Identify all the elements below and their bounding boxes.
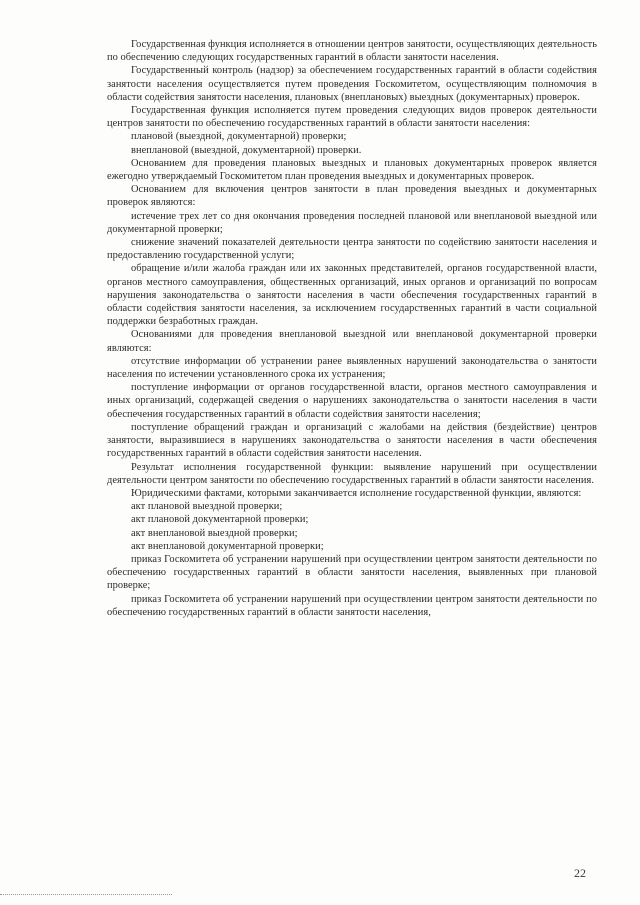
list-item: истечение трех лет со дня окончания проведения последней плановой или внеплановой выездной или документарной проверки; [107,210,597,235]
paragraph: Основанием для включения центров занятости в план проведения выездных и документарных проверок являются: [107,184,597,209]
page-number: 22 [574,866,586,880]
footer-divider [0,894,172,895]
list-item: акт плановой документарной проверки; [131,514,309,526]
list-item: снижение значений показателей деятельности центра занятости по содействию занятости населения и предоставлению государственной услуги; [107,237,597,262]
list-item: приказ Госкомитета об устранении нарушений при осуществлении центром занятости деятельности по обеспечению государственных гарантий в области занятости населения, выявленных при плановой проверке; [107,553,597,592]
list-item: обращение и/или жалоба граждан или их законных представителей, органов государственной власти, органов местного самоуправления, общественных организаций, иных органов и организаций по вопросам нарушения законодательства о занятости населения в части обеспечения государственных гарантий в области содействия занятости населения, за исключением государственных гарантий в части социальной поддержки безработных граждан. [107,263,597,328]
paragraph: Государственная функция исполняется в отношении центров занятости, осуществляющих деятельность по обеспечению следующих государственных гарантий в области занятости населения. [107,39,597,64]
list-item: плановой (выездной, документарной) проверки; [131,131,347,143]
list-item: внеплановой (выездной, документарной) проверки. [131,144,362,156]
list-item: акт плановой выездной проверки; [131,501,283,513]
paragraph: Государственный контроль (надзор) за обеспечением государственных гарантий в области содействия занятости населения осуществляется путем проведения Госкомитетом, осуществляющим полномочия в области содействия занятости населения, плановых (внеплановых) выездных (документарных) проверок. [107,65,597,103]
list-item: поступление обращений граждан и организаций с жалобами на действия (бездействие) центров занятости, выразившиеся в нарушениях законодательства о занятости населения в части обеспечения государственных гарантий в области содействия занятости населения. [107,421,597,460]
list-item: акт внеплановой выездной проверки; [131,527,298,539]
list-item: поступление информации от органов государственной власти, органов местного самоуправления и иных организаций, содержащей сведения о нарушениях законодательства о занятости населения в части обеспечения государственных гарантий в области содействия занятости населения; [107,382,597,420]
list-item: отсутствие информации об устранении ранее выявленных нарушений законодательства о занятости населения по истечении установленного срока их устранения; [107,355,597,381]
list-item: приказ Госкомитета об устранении нарушений при осуществлении центром занятости деятельности по обеспечению государственных гарантий в области занятости населения, [107,593,597,618]
paragraph: Государственная функция исполняется путем проведения следующих видов проверок деятельности центров занятости по обеспечению государственных гарантий в области занятости населения: [107,105,597,130]
paragraph: Результат исполнения государственной функции: выявление нарушений при осуществлении деятельности центром занятости по обеспечению государственных гарантий в области занятости населения. [107,461,597,486]
list-item: акт внеплановой документарной проверки; [131,540,324,552]
paragraph: Основанием для проведения плановых выездных и плановых документарных проверок является ежегодно утверждаемый Госкомитетом план проведения выездных и документарных проверок. [107,157,597,183]
document-body [107,38,597,619]
paragraph: Юридическими фактами, которыми заканчивается исполнение государственной функции, являются: [131,487,582,499]
paragraph: Основаниями для проведения внеплановой выездной или внеплановой документарной проверки являются: [107,329,597,354]
